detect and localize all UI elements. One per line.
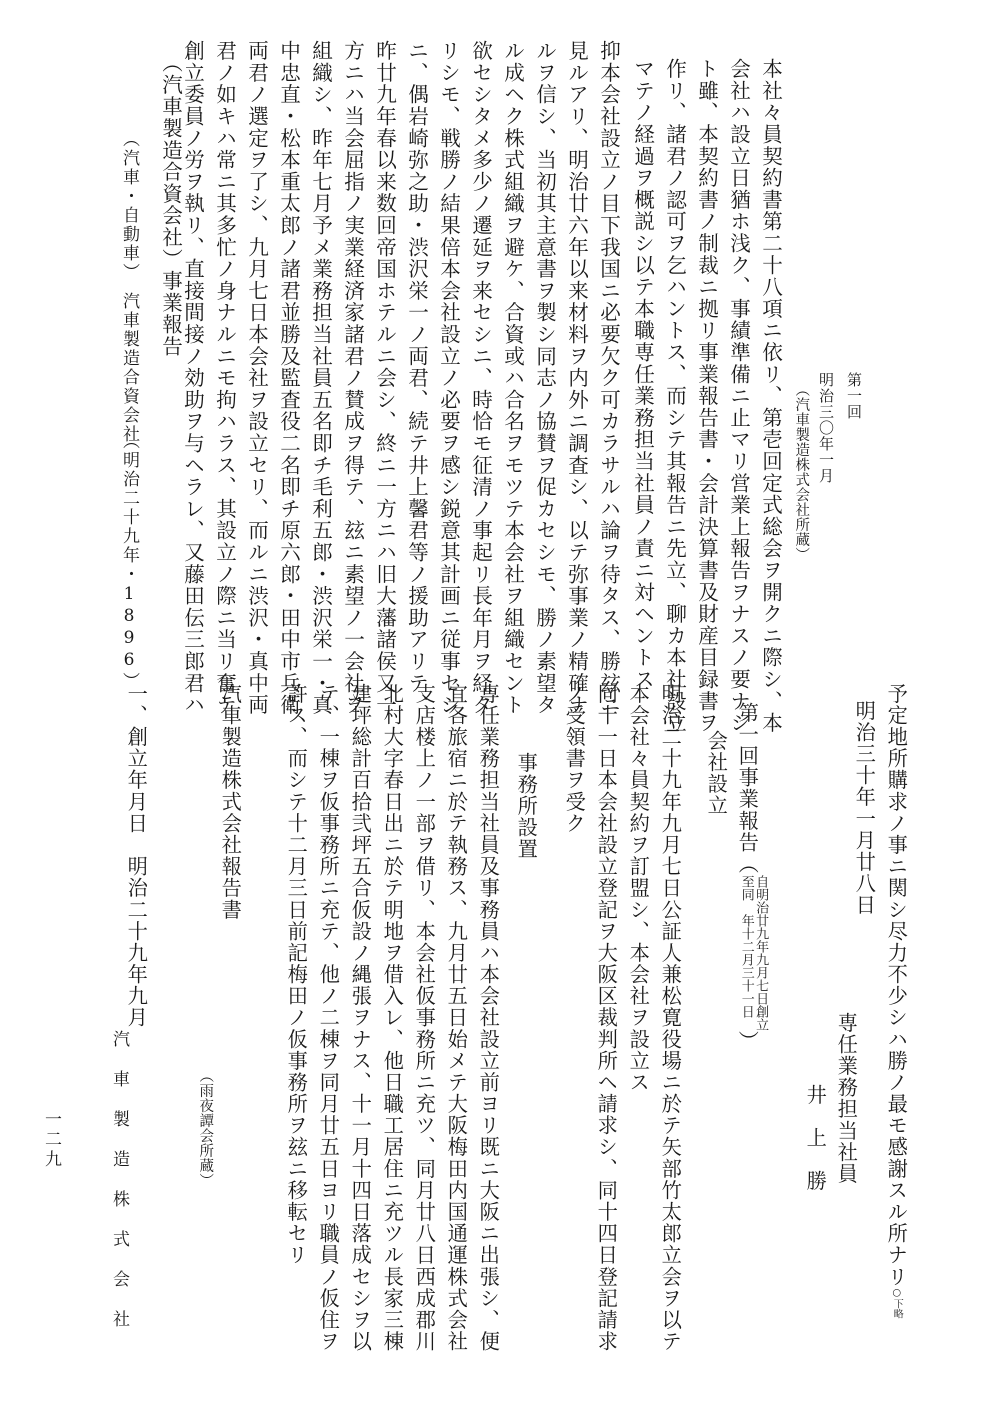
section2-line-2: 宜各旅宿ニ於テ執務ス、九月廿五日始メテ大阪梅田内国通運株式会社 bbox=[444, 683, 469, 1353]
upper-line-18: 君ノ如キハ常ニ其多忙ノ身ナルニモ拘ハラス、其設立ノ際ニ当リ奮テ bbox=[212, 40, 237, 716]
section2-line-1: 専任業務担当社員及事務員ハ本会社設立前ヨリ既ニ大阪ニ出張シ、便 bbox=[476, 683, 501, 1353]
upper-line-1: 本社々員契約書第二十八項ニ依リ、第壱回定式総会ヲ開クニ際シ、本 bbox=[758, 58, 783, 734]
upper-line-19: 創立委員ノ労ヲ執リ、直接間接ノ効助ヲ与ヘラレ、又藤田伝三郎君ハ bbox=[180, 40, 205, 716]
upper-line-6: 抑本会社設立ノ目下我国ニ必要欠ク可カラサルハ論ヲ待タス、勝玆ニ bbox=[596, 40, 621, 716]
upper-line-13: 昨廿九年春以来数回帝国ホテルニ会シ、終ニ一方ニハ旧大藩諸侯又一 bbox=[372, 40, 397, 716]
upper-line-10: 欲セシタメ多少ノ遷延ヲ来セシニ、時恰モ征清ノ事起リ長年月ヲ経タ bbox=[468, 40, 493, 716]
omission-note: ○下略 bbox=[891, 1287, 903, 1319]
report-title-text: 第一回事業報告 bbox=[735, 702, 760, 854]
report-title: 第一回事業報告（自明治廿九年九月七日創立 至同 年十二月三十一日） bbox=[735, 702, 769, 1053]
upper-line-8: ルヲ信シ、当初其主意書ヲ製シ同志ノ協賛ヲ促カセシモ、勝ノ素望タ bbox=[532, 40, 557, 716]
upper-line-4: 作リ、諸君ノ認可ヲ乞ハントス、而シテ其報告ニ先立、聊カ本社設立 bbox=[662, 58, 687, 734]
lower-line-1-text: 予定地所購求ノ事ニ関シ尽力不少シハ勝ノ最モ感謝スル所ナリ bbox=[884, 683, 909, 1288]
upper-line-5: マテノ経過ヲ概説シ以テ本職専任業務担当社員ノ責ニ対ヘントス bbox=[630, 58, 655, 691]
section-heading-office: 事務所設置 bbox=[514, 752, 539, 860]
upper-line-14: 方ニハ当会屈指ノ実業経済家諸君ノ賛成ヲ得テ、玆ニ素望ノ一会社ヲ bbox=[340, 40, 365, 716]
signer-role: 専任業務担当社員 bbox=[834, 1012, 859, 1185]
report-period-from: 自明治廿九年九月七日創立 bbox=[753, 874, 769, 1031]
report-date: 明治三十年一月廿八日 bbox=[852, 700, 877, 916]
upper-line-9: ル成ヘク株式組織ヲ避ケ、合資或ハ合名ヲモツテ本会社ヲ組織セント bbox=[500, 40, 525, 716]
meeting-number: 第一回 bbox=[845, 372, 863, 420]
section2-line-7: 許ス、而シテ十二月三日前記梅田ノ仮事務所ヲ玆ニ移転セリ bbox=[284, 683, 309, 1266]
upper-line-17: 両君ノ選定ヲ了シ、九月七日本会社ヲ設立セリ、而ルニ渋沢・真中両 bbox=[244, 40, 269, 716]
upper-line-16: 中忠直・松本重太郎ノ諸君並勝及監査役二名即チ原六郎・田中市兵衛 bbox=[276, 40, 301, 716]
upper-line-15: 組織シ、昨年七月予メ業務担当社員五名即チ毛利五郎・渋沢栄一・真 bbox=[308, 40, 333, 716]
company-signature: 汽 車 製 造 株 式 会 社 bbox=[109, 1030, 129, 1330]
section-heading-establishment: 会社設立 bbox=[704, 730, 729, 817]
upper-line-3: ト雖、本契約書ノ制裁ニ拠リ事業報告書・会計決算書及財産目録書ヲ bbox=[694, 58, 719, 734]
section1-line-4: ノ受領書ヲ受ク bbox=[562, 683, 587, 835]
section2-line-4: 北村大字春日出ニ於テ明地ヲ借入レ、他日職工居住ニ充ツル長家三棟 bbox=[380, 683, 405, 1353]
founding-date-item: 一、創立年月日 明治二十九年九月 bbox=[124, 683, 149, 1029]
section1-line-3: 同十一日本会社設立登記ヲ大阪区裁判所ヘ請求シ、同十四日登記請求 bbox=[594, 683, 619, 1353]
section2-line-3: 支店楼上ノ一部ヲ借リ、本会社仮事務所ニ充ツ、同月廿八日西成郡川 bbox=[412, 683, 437, 1353]
signer-name: 井 上 勝 bbox=[803, 1084, 828, 1192]
section2-line-6: テ、一棟ヲ仮事務所ニ充テ、他ノ二棟ヲ同月廿五日ヨリ職員ノ仮住ヲ bbox=[316, 683, 341, 1353]
section2-line-5: 建坪総計百拾弐坪五合仮設ノ縄張ヲナス、十一月十四日落成セシヲ以 bbox=[348, 683, 373, 1353]
section1-line-2: 本会社々員契約ヲ訂盟シ、本会社ヲ設立ス bbox=[626, 683, 651, 1094]
second-document-collection: （雨夜譚会所蔵） bbox=[197, 1068, 214, 1188]
collection-note: （汽車製造株式会社所蔵） bbox=[793, 382, 810, 562]
report-period-to: 至同 年十二月三十一日 bbox=[738, 874, 754, 1018]
section1-line-1: 明治二十九年九月七日公証人兼松寛役場ニ於テ矢部竹太郎立会ヲ以テ bbox=[658, 683, 683, 1353]
second-document-title: 汽車製造株式会社報告書 bbox=[218, 683, 243, 921]
running-footer-company: 汽車製造合資会社 bbox=[119, 292, 139, 444]
upper-line-11: リシモ、戦勝ノ結果倍本会社設立ノ必要ヲ感シ鋭意其計画ニ従事セシ bbox=[436, 40, 461, 716]
upper-line-7: 見ルアリ、明治廿六年以来材料ヲ内外ニ調査シ、以テ弥事業ノ精確ナ bbox=[564, 40, 589, 716]
meeting-date: 明治三〇年一月 bbox=[817, 372, 835, 484]
running-footer-label: （汽車・自動車） bbox=[119, 130, 139, 282]
page-number: 一二九 bbox=[41, 1110, 61, 1170]
upper-line-2: 会社ハ設立日猶ホ浅ク、事績準備ニ止マリ営業上報告ヲナスノ要ナシ bbox=[726, 58, 751, 734]
lower-line-1 bbox=[884, 683, 909, 1319]
upper-line-12: ニ、偶岩崎弥之助・渋沢栄一ノ両君、続テ井上馨君等ノ援助アリテ、 bbox=[404, 40, 429, 716]
running-footer-era: （明治二十九年・1896） bbox=[119, 432, 139, 691]
report-period bbox=[739, 875, 768, 1031]
document-heading: （汽車製造合資会社）事業報告 bbox=[158, 52, 183, 358]
